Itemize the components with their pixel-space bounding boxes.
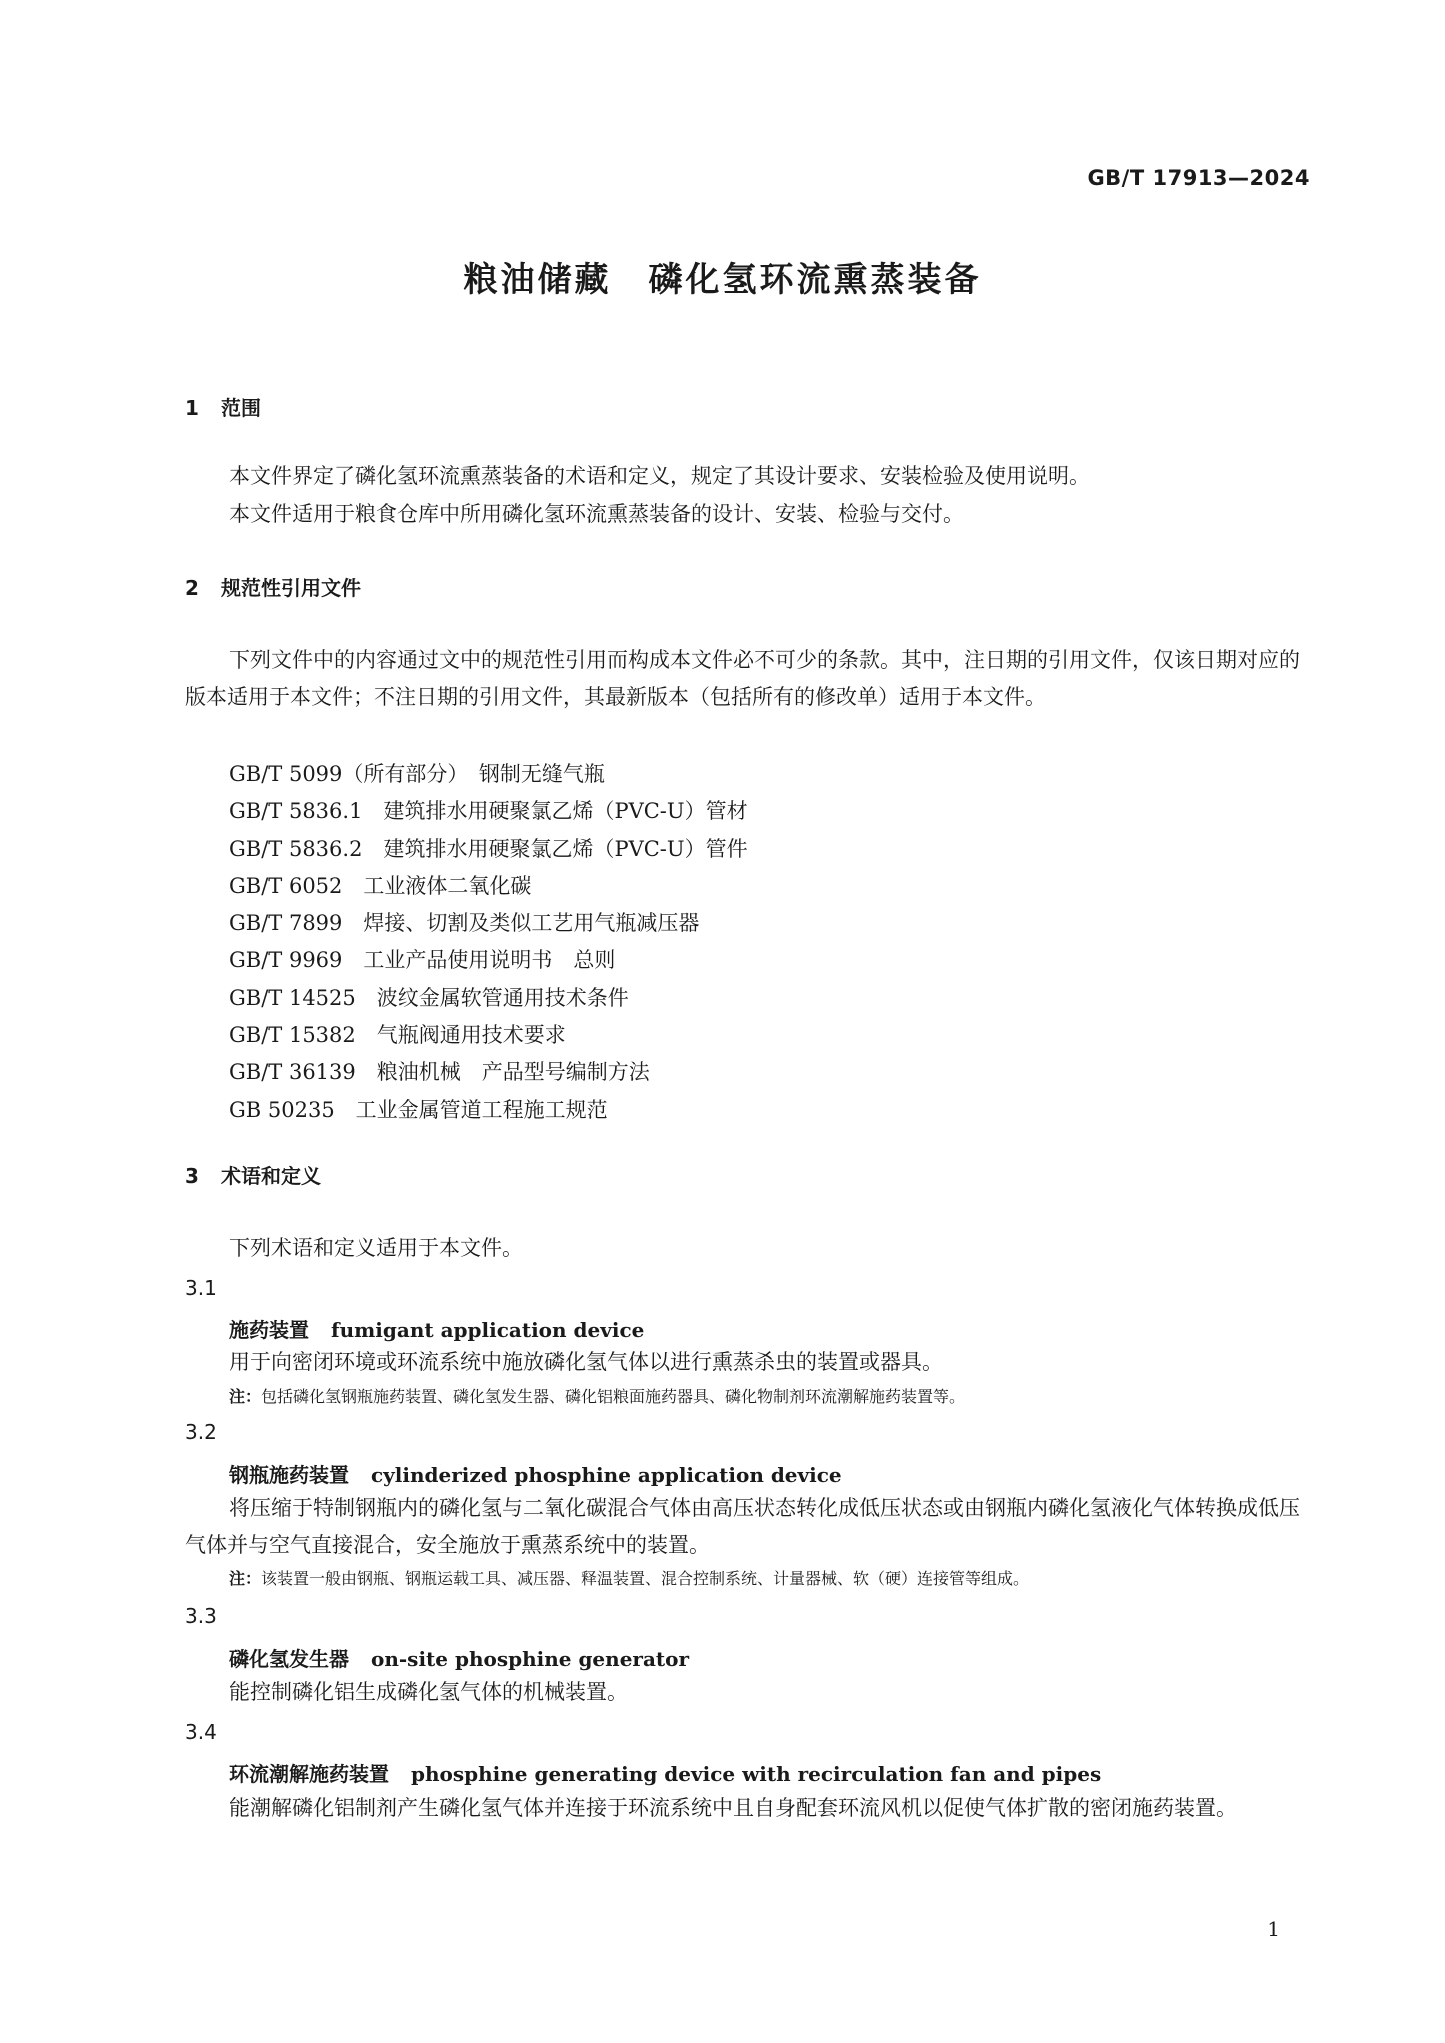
term-entry [229,1643,689,1672]
note-text: 该装置一般由钢瓶、钢瓶运载工具、减压器、释温装置、混合控制系统、计量器械、软（硬）连接管等组成。 [261,1569,1030,1588]
reference-item: GB 50235 工业金属管道工程施工规范 [229,1097,608,1122]
term-number: 3.1 [185,1276,217,1300]
term-entry [229,1758,1101,1787]
term-en: phosphine generating device with recirculation fan and pipes [411,1762,1102,1786]
reference-item: GB/T 5836.2 建筑排水用硬聚氯乙烯（PVC-U）管件 [229,836,748,861]
reference-item: GB/T 14525 波纹金属软管通用技术条件 [229,985,629,1010]
paragraph: 本文件界定了磷化氢环流熏蒸装备的术语和定义，规定了其设计要求、安装检验及使用说明。 [229,464,1090,488]
note-label: 注： [229,1387,262,1406]
section-number: 1 [185,396,199,420]
paragraph: 下列文件中的内容通过文中的规范性引用而构成本文件必不可少的条款。其中，注日期的引用文件，仅该日期对应的版本适用于本文件；不注日期的引用文件，其最新版本（包括所有的修改单）适用于本文件。 [185,648,1300,709]
paragraph: 本文件适用于粮食仓库中所用磷化氢环流熏蒸装备的设计、安装、检验与交付。 [229,502,964,526]
term-en: on-site phosphine generator [371,1647,690,1671]
reference-item: GB/T 7899 焊接、切割及类似工艺用气瓶减压器 [229,911,700,936]
term-definition: 将压缩于特制钢瓶内的磷化氢与二氧化碳混合气体由高压状态转化成低压状态或由钢瓶内磷化氢液化气体转换成低压气体并与空气直接混合，安全施放于熏蒸系统中的装置。 [185,1496,1300,1557]
term-zh: 钢瓶施药装置 [229,1463,349,1487]
term-definition: 能控制磷化铝生成磷化氢气体的机械装置。 [229,1680,628,1704]
term-number: 3.3 [185,1604,217,1628]
section-title: 规范性引用文件 [221,576,361,600]
reference-item: GB/T 9969 工业产品使用说明书 总则 [229,948,616,973]
term-note [229,1384,965,1407]
paragraph: 下列术语和定义适用于本文件。 [229,1236,523,1260]
page-number: 1 [1267,1917,1280,1941]
reference-item: GB/T 36139 粮油机械 产品型号编制方法 [229,1060,650,1085]
reference-item: GB/T 5099（所有部分） 钢制无缝气瓶 [229,762,605,786]
term-number: 3.4 [185,1720,217,1744]
section-number: 2 [185,576,199,600]
term-entry [229,1459,842,1488]
term-definition: 用于向密闭环境或环流系统中施放磷化氢气体以进行熏蒸杀虫的装置或器具。 [229,1350,943,1374]
document-title: 粮油储藏 磷化氢环流熏蒸装备 [463,260,982,300]
term-zh: 施药装置 [229,1318,309,1342]
section-heading-scope [185,392,261,421]
section-title: 术语和定义 [221,1164,321,1188]
note-text: 包括磷化氢钢瓶施药装置、磷化氢发生器、磷化铝粮面施药器具、磷化物制剂环流潮解施药装置等。 [261,1387,966,1406]
term-definition: 能潮解磷化铝制剂产生磷化氢气体并连接于环流系统中且自身配套环流风机以促使气体扩散的密闭施药装置。 [229,1796,1237,1820]
section-heading-normative-references [185,572,361,601]
term-number: 3.2 [185,1420,217,1444]
note-label: 注： [229,1569,262,1588]
term-note [229,1566,1029,1589]
term-en: fumigant application device [331,1318,645,1342]
reference-item: GB/T 6052 工业液体二氧化碳 [229,873,532,898]
section-title: 范围 [221,396,261,420]
reference-list [229,756,748,1129]
term-entry [229,1314,644,1343]
section-heading-terms-and-definitions [185,1160,321,1189]
term-en: cylinderized phosphine application device [371,1463,842,1487]
reference-item: GB/T 15382 气瓶阀通用技术要求 [229,1023,566,1048]
term-zh: 磷化氢发生器 [229,1647,349,1671]
section-number: 3 [185,1164,199,1188]
reference-item: GB/T 5836.1 建筑排水用硬聚氯乙烯（PVC-U）管材 [229,799,748,824]
term-zh: 环流潮解施药装置 [229,1762,389,1786]
standard-number: GB/T 17913—2024 [1087,166,1310,190]
